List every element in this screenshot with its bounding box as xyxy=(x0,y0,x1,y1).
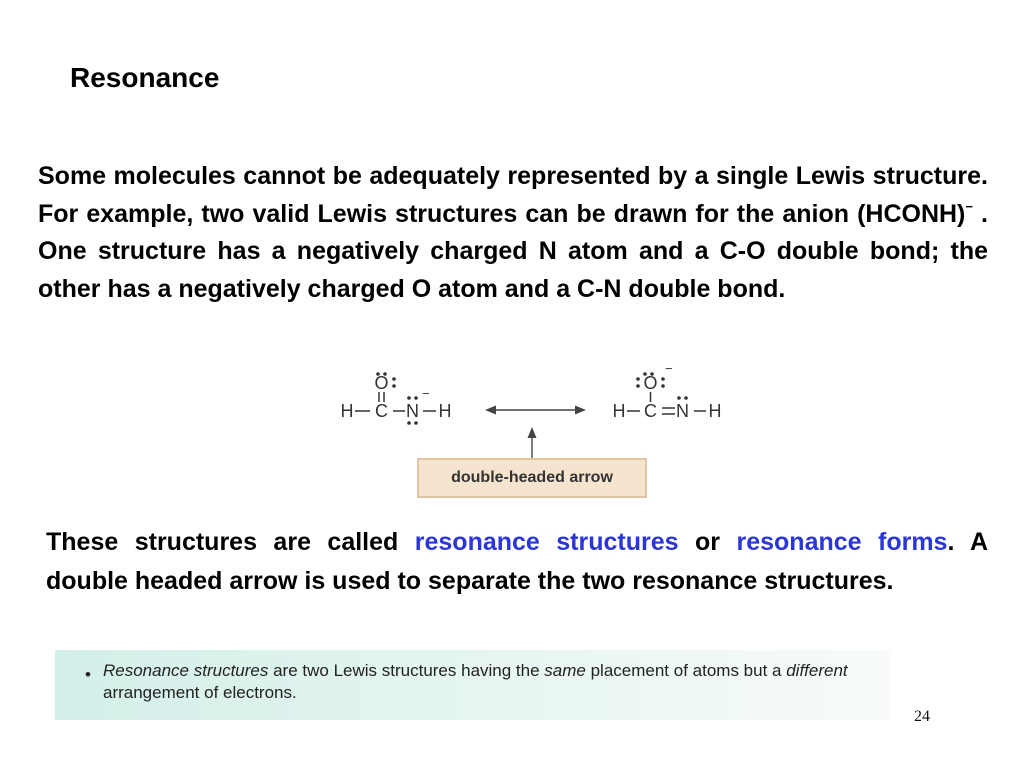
left-carbon: C xyxy=(375,401,388,421)
callout-term: Resonance structures xyxy=(103,661,269,680)
right-hydrogen-1: H xyxy=(612,401,626,421)
definition-callout xyxy=(55,650,891,720)
double-headed-arrow-label: double-headed arrow xyxy=(417,458,647,498)
callout-emph-same: same xyxy=(544,661,586,680)
conclusion-text-1: These structures are called xyxy=(46,528,415,556)
left-nitrogen-charge: − xyxy=(422,386,430,401)
left-oxygen: O xyxy=(374,373,389,393)
conclusion-text-2: . A double headed arrow is used to separate the two resonance structures. xyxy=(46,528,988,595)
intro-text-1: Some molecules cannot be adequately represented by a single Lewis structure. For example, two valid Lewis structures can be drawn for the anion (HCONH) xyxy=(38,162,988,228)
resonance-double-headed-arrow xyxy=(485,406,586,415)
right-lewis-structure xyxy=(613,362,722,421)
conclusion-connector: or xyxy=(678,528,737,556)
right-nitrogen: N xyxy=(676,401,689,421)
right-oxygen-charge: − xyxy=(665,362,673,376)
intro-text-2: . One structure has a negatively charged N atom and a C-O double bond; the other has a negatively charged O atom and a C-N double bond. xyxy=(38,199,988,303)
right-carbon: C xyxy=(644,401,657,421)
term-resonance-forms: resonance forms xyxy=(736,528,948,556)
intro-paragraph xyxy=(38,158,988,308)
anion-charge: − xyxy=(965,198,973,214)
left-hydrogen-2: H xyxy=(438,401,452,421)
callout-text-3: arrangement of electrons. xyxy=(103,683,297,702)
callout-text xyxy=(103,660,883,704)
left-nitrogen: N xyxy=(406,401,419,421)
callout-emph-different: different xyxy=(786,661,848,680)
callout-text-2: placement of atoms but a xyxy=(585,661,787,680)
callout-bullet: • xyxy=(85,665,91,684)
label-pointer-arrow xyxy=(528,427,537,458)
conclusion-paragraph xyxy=(46,523,988,600)
slide-title: Resonance xyxy=(70,62,220,93)
callout-text-1: are two Lewis structures having the xyxy=(268,661,545,680)
resonance-figure xyxy=(325,362,725,504)
right-oxygen: O xyxy=(643,373,658,393)
left-hydrogen-1: H xyxy=(340,401,354,421)
term-resonance-structures: resonance structures xyxy=(414,528,679,556)
left-lewis-structure xyxy=(341,372,452,425)
page-number: 24 xyxy=(914,708,930,725)
right-hydrogen-2: H xyxy=(708,401,722,421)
